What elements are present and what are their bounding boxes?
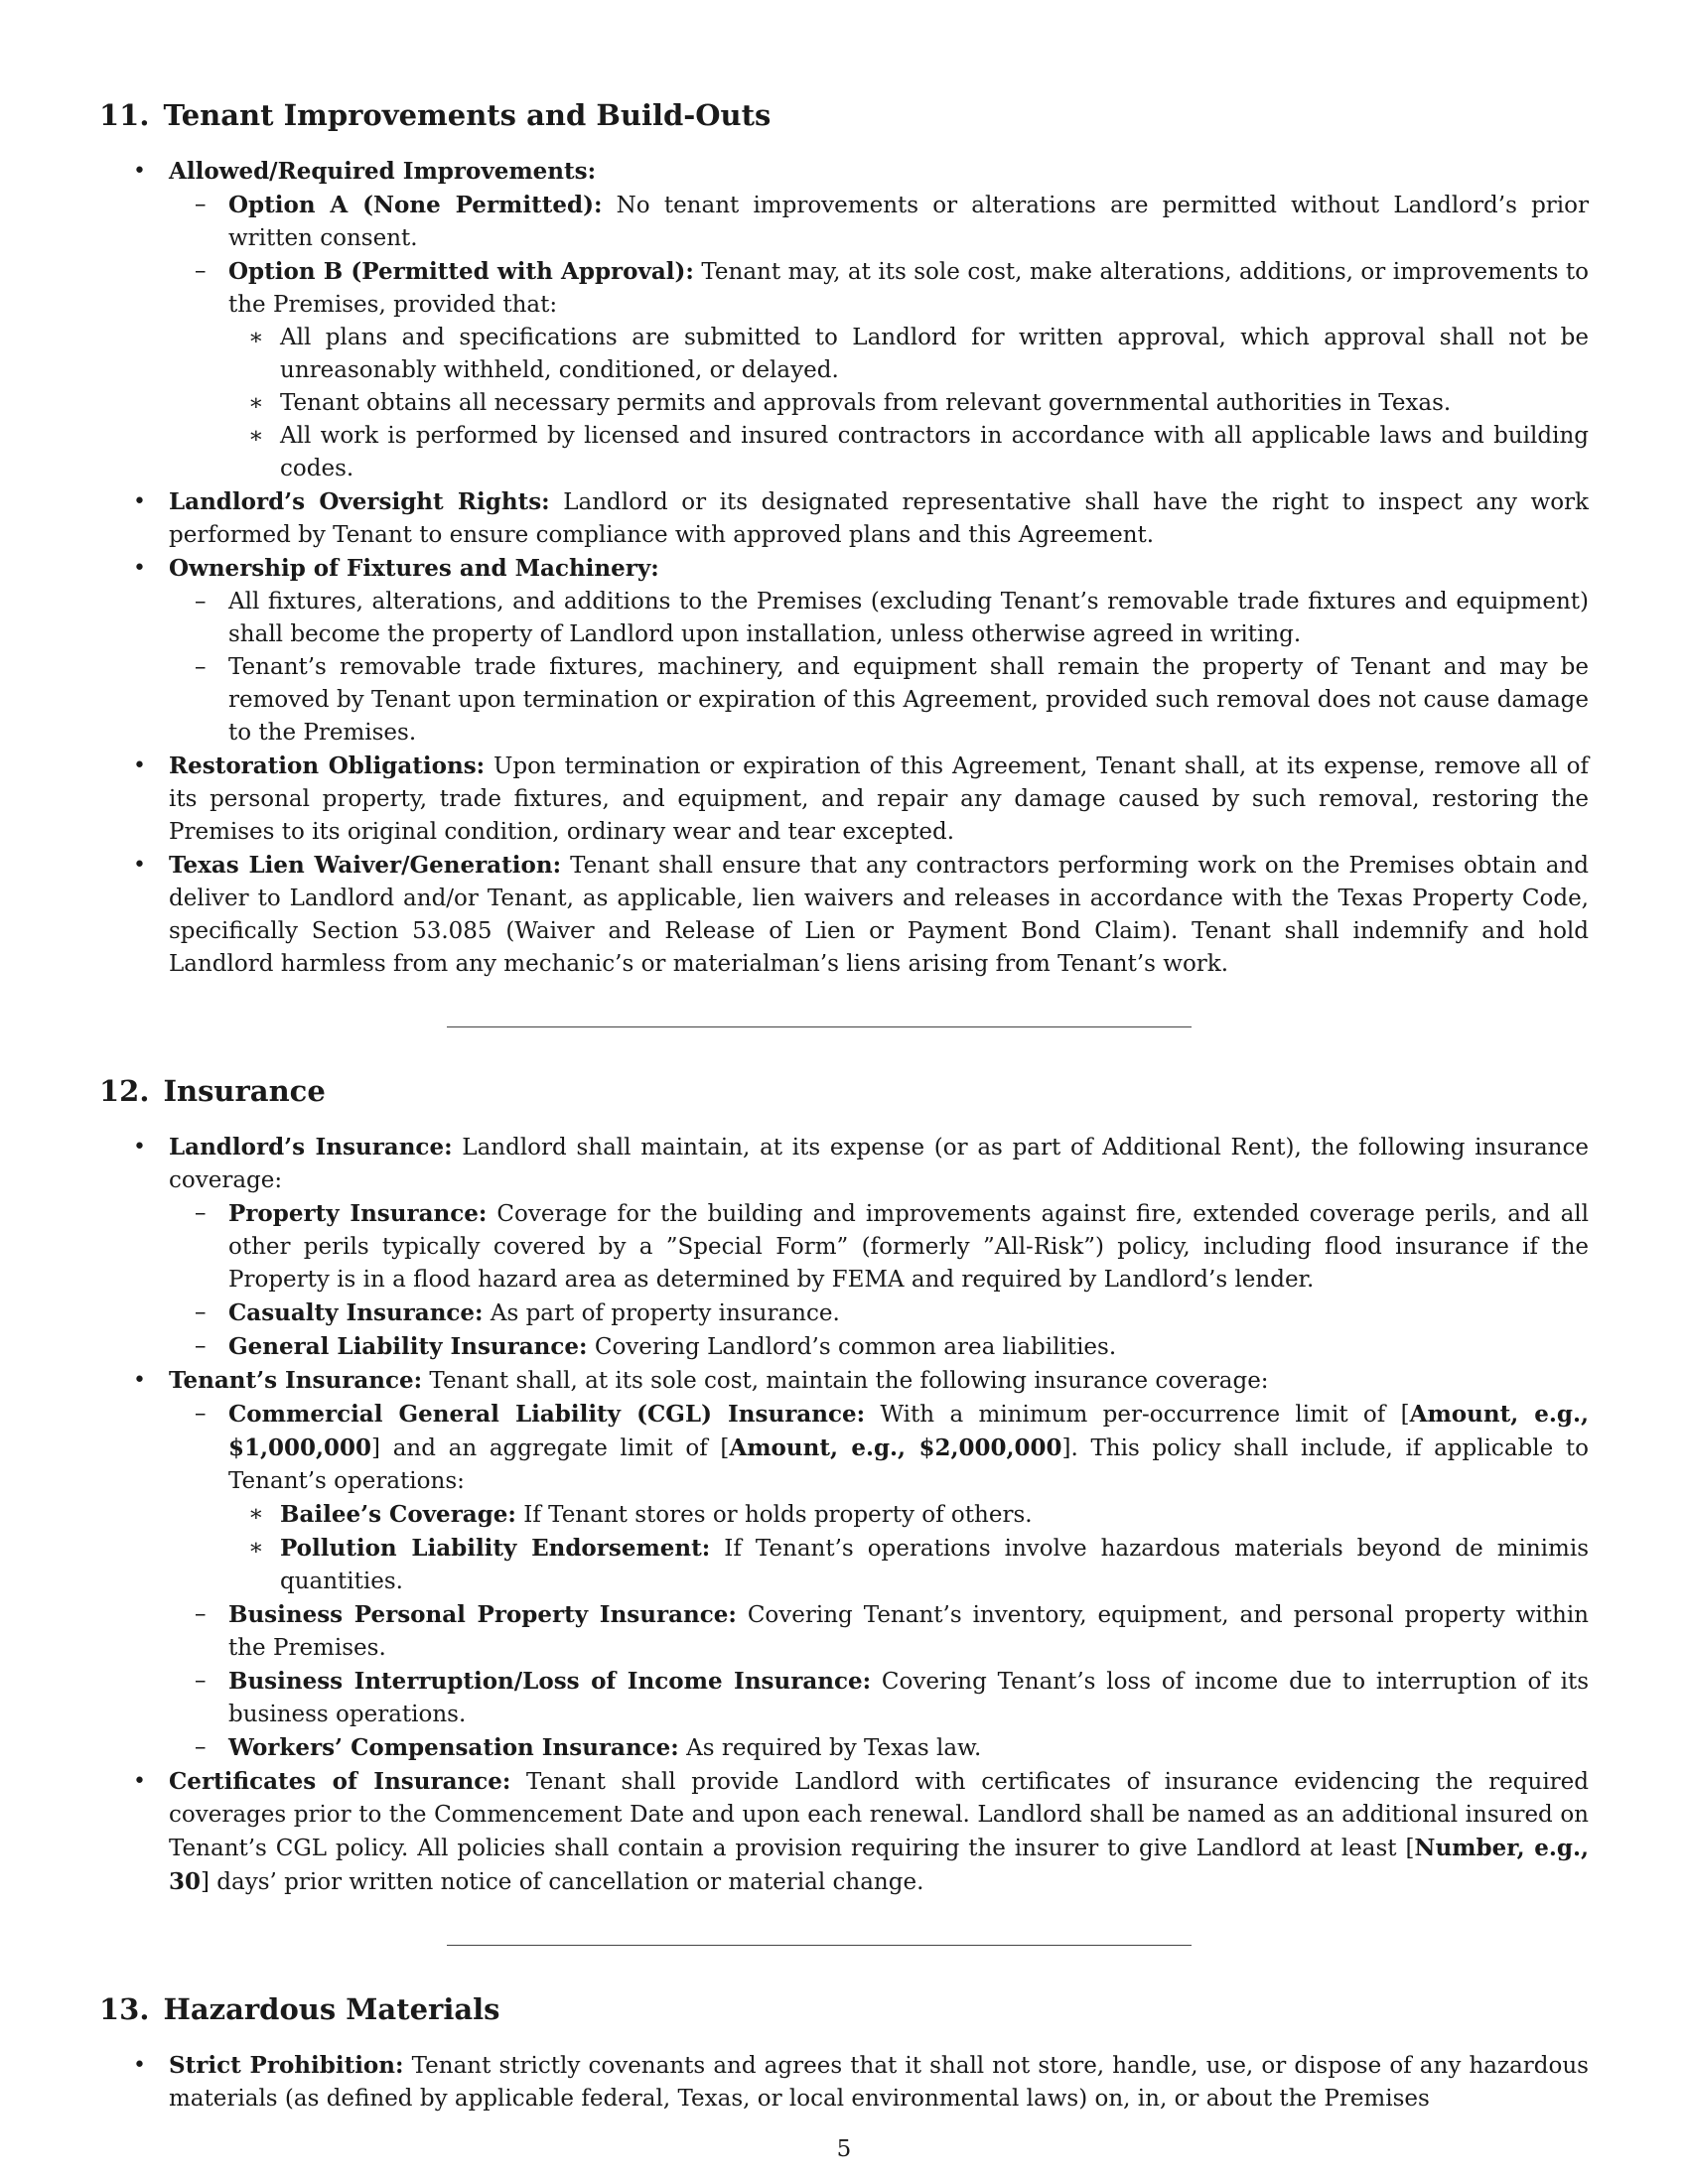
sub-list-item xyxy=(169,651,1589,750)
item-text: Landlord shall maintain, at its expense (or as part of Additional Rent), the following insurance coverage: xyxy=(169,1135,1589,1193)
item-label: Pollution Liability Endorsement: xyxy=(280,1535,711,1562)
bullet-marker: • xyxy=(133,753,146,778)
sub-list-item xyxy=(169,189,1589,255)
sub-list-item xyxy=(169,586,1589,651)
item-label: Allowed/Required Improvements: xyxy=(169,158,597,185)
item-label: Casualty Insurance: xyxy=(228,1299,484,1326)
star-marker: ∗ xyxy=(248,1501,264,1527)
sub-sub-list-item xyxy=(228,1498,1589,1532)
bullet-marker: • xyxy=(133,489,146,514)
placeholder-number: Number, e.g., 30 xyxy=(169,1835,1589,1895)
sub-list-item xyxy=(169,1731,1589,1765)
section-number: 13. xyxy=(99,1992,150,2026)
placeholder-amount: Amount, e.g., $1,000,000 xyxy=(228,1401,1590,1461)
section-list xyxy=(99,2049,1589,2116)
list-item xyxy=(99,1131,1589,1364)
dash-marker: – xyxy=(195,1333,207,1359)
dash-marker: – xyxy=(195,192,207,217)
sub-sub-list xyxy=(228,322,1589,485)
item-text: Covering Tenant’s loss of income due to interruption of its business operations. xyxy=(228,1669,1590,1727)
list-item xyxy=(99,2049,1589,2116)
sub-sub-list-item xyxy=(228,322,1589,387)
item-text: Coverage for the building and improvements against fire, extended coverage perils, and all other perils typically covered by a ”Special Form” (formerly ”All-Risk”) policy, including flood insurance if the Property is in a flood hazard area as determined by FEMA and required by Landlord’s lender. xyxy=(228,1201,1590,1293)
item-label: Texas Lien Waiver/Generation: xyxy=(169,852,562,879)
sub-list xyxy=(169,1197,1589,1364)
placeholder-amount: Amount, e.g., $2,000,000 xyxy=(729,1434,1062,1461)
item-label: Option B (Permitted with Approval): xyxy=(228,258,694,285)
item-label: Option A (None Permitted): xyxy=(228,192,603,218)
sub-list xyxy=(169,1398,1589,1765)
sub-list-item xyxy=(169,1398,1589,1598)
sub-list xyxy=(169,586,1589,750)
bullet-marker: • xyxy=(133,853,146,878)
item-text: As part of property insurance. xyxy=(483,1300,840,1326)
star-marker: ∗ xyxy=(248,325,264,350)
section-number: 12. xyxy=(99,1074,150,1108)
sub-sub-list xyxy=(228,1498,1589,1598)
item-text: Tenant shall, at its sole cost, maintain the following insurance coverage: xyxy=(422,1368,1269,1394)
star-marker: ∗ xyxy=(248,390,264,416)
sub-list-item xyxy=(169,255,1589,485)
dash-marker: – xyxy=(195,1401,207,1427)
sub-sub-list-item xyxy=(228,387,1589,420)
list-item xyxy=(99,750,1589,849)
item-label: Restoration Obligations: xyxy=(169,752,486,779)
dash-marker: – xyxy=(195,1734,207,1760)
section-list xyxy=(99,1131,1589,1899)
item-text: All fixtures, alterations, and additions to the Premises (excluding Tenant’s removable trade fixtures and equipment) shall become the property of Landlord upon installation, unless otherwise agreed in writing. xyxy=(228,589,1589,647)
page-number: 5 xyxy=(836,2136,852,2162)
sub-sub-list-item xyxy=(228,1532,1589,1598)
sub-list-item xyxy=(169,1665,1589,1731)
item-label: Business Personal Property Insurance: xyxy=(228,1601,737,1628)
sub-list-item xyxy=(169,1297,1589,1330)
item-text: With a minimum per-occurrence limit of [ xyxy=(865,1402,1410,1428)
item-text: Covering Landlord’s common area liabilities. xyxy=(587,1334,1117,1360)
section-heading xyxy=(99,95,1589,135)
item-label: Ownership of Fixtures and Machinery: xyxy=(169,555,659,582)
bullet-marker: • xyxy=(133,2053,146,2078)
dash-marker: – xyxy=(195,589,207,614)
item-text: Tenant obtains all necessary permits and approvals from relevant governmental authorities in Texas. xyxy=(280,390,1452,416)
list-item xyxy=(99,1765,1589,1899)
item-label: Landlord’s Insurance: xyxy=(169,1134,453,1160)
item-label: Bailee’s Coverage: xyxy=(280,1501,516,1528)
section-title: Insurance xyxy=(163,1074,326,1108)
dash-marker: – xyxy=(195,1299,207,1325)
section-divider xyxy=(447,1026,1192,1027)
section-list xyxy=(99,155,1589,981)
item-text: Tenant strictly covenants and agrees that it shall not store, handle, use, or dispose of any hazardous materials (as defined by applicable federal, Texas, or local environmental laws) on, in, or about the Premises xyxy=(169,2053,1589,2112)
item-label: Workers’ Compensation Insurance: xyxy=(228,1734,679,1761)
dash-marker: – xyxy=(195,1668,207,1694)
star-marker: ∗ xyxy=(248,423,264,449)
item-label: Strict Prohibition: xyxy=(169,2052,404,2079)
dash-marker: – xyxy=(195,654,207,680)
item-text: All plans and specifications are submitted to Landlord for written approval, which approval shall not be unreasonably withheld, conditioned, or delayed. xyxy=(280,325,1589,383)
item-text: ] days’ prior written notice of cancellation or material change. xyxy=(201,1869,924,1895)
sub-list-item xyxy=(169,1330,1589,1364)
item-label: Commercial General Liability (CGL) Insurance: xyxy=(228,1401,866,1428)
section-heading xyxy=(99,1071,1589,1111)
section-divider xyxy=(447,1945,1192,1946)
item-text: Tenant shall provide Landlord with certificates of insurance evidencing the required coverages prior to the Commencement Date and upon each renewal. Landlord shall be named as an additional insured on Tenant’s CGL policy. All policies shall contain a provision requiring the insurer to give Landlord at least [ xyxy=(169,1769,1589,1861)
item-text: Landlord or its designated representative shall have the right to inspect any work performed by Tenant to ensure compliance with approved plans and this Agreement. xyxy=(169,489,1589,548)
item-label: Property Insurance: xyxy=(228,1200,488,1227)
section-heading xyxy=(99,1989,1589,2029)
bullet-marker: • xyxy=(133,556,146,581)
section-13 xyxy=(99,1989,1589,2116)
dash-marker: – xyxy=(195,258,207,284)
sub-list-item xyxy=(169,1598,1589,1665)
bullet-marker: • xyxy=(133,1368,146,1393)
bullet-marker: • xyxy=(133,1135,146,1160)
item-text: As required by Texas law. xyxy=(678,1735,982,1761)
section-number: 11. xyxy=(99,98,150,132)
page-content xyxy=(99,95,1589,2116)
list-item xyxy=(99,155,1589,485)
item-label: Tenant’s Insurance: xyxy=(169,1367,423,1394)
list-item xyxy=(99,485,1589,552)
section-11 xyxy=(99,95,1589,981)
item-text: Tenant’s removable trade fixtures, machinery, and equipment shall remain the property of Tenant and may be removed by Tenant upon termination or expiration of this Agreement, provided such removal does not cause damage to the Premises. xyxy=(228,654,1589,746)
star-marker: ∗ xyxy=(248,1535,264,1561)
item-text: ]. This policy shall include, if applicable to Tenant’s operations: xyxy=(228,1435,1589,1494)
sub-list-item xyxy=(169,1197,1589,1297)
item-label: General Liability Insurance: xyxy=(228,1333,588,1360)
dash-marker: – xyxy=(195,1200,207,1226)
item-text: If Tenant’s operations involve hazardous materials beyond de minimis quantities. xyxy=(280,1536,1589,1594)
section-title: Tenant Improvements and Build-Outs xyxy=(163,98,772,132)
item-text: Covering Tenant’s inventory, equipment, and personal property within the Premises. xyxy=(228,1602,1589,1661)
item-text: All work is performed by licensed and insured contractors in accordance with all applicable laws and building codes. xyxy=(280,423,1589,481)
section-12 xyxy=(99,1071,1589,1899)
item-text: ] and an aggregate limit of [ xyxy=(371,1435,730,1461)
item-text: Tenant may, at its sole cost, make alterations, additions, or improvements to the Premises, provided that: xyxy=(228,259,1589,318)
item-label: Certificates of Insurance: xyxy=(169,1768,511,1795)
item-text: If Tenant stores or holds property of others. xyxy=(515,1502,1033,1528)
list-item xyxy=(99,849,1589,981)
item-label: Business Interruption/Loss of Income Insurance: xyxy=(228,1668,872,1695)
bullet-marker: • xyxy=(133,1769,146,1794)
sub-list xyxy=(169,189,1589,485)
item-text: No tenant improvements or alterations are permitted without Landlord’s prior written consent. xyxy=(228,193,1589,251)
item-text: Upon termination or expiration of this Agreement, Tenant shall, at its expense, remove all of its personal property, trade fixtures, and equipment, and repair any damage caused by such removal, restoring the Premises to its original condition, ordinary wear and tear excepted. xyxy=(169,753,1589,845)
item-label: Landlord’s Oversight Rights: xyxy=(169,488,550,515)
bullet-marker: • xyxy=(133,159,146,184)
section-title: Hazardous Materials xyxy=(163,1992,500,2026)
dash-marker: – xyxy=(195,1601,207,1627)
list-item xyxy=(99,552,1589,750)
list-item xyxy=(99,1364,1589,1765)
item-text: Tenant shall ensure that any contractors performing work on the Premises obtain and deliver to Landlord and/or Tenant, as applicable, lien waivers and releases in accordance with the Texas Property Code, specifically Section 53.085 (Waiver and Release of Lien or Payment Bond Claim). Tenant shall indemnify and hold Landlord harmless from any mechanic’s or materialman’s liens arising from Tenant’s work. xyxy=(169,853,1589,977)
sub-sub-list-item xyxy=(228,420,1589,485)
